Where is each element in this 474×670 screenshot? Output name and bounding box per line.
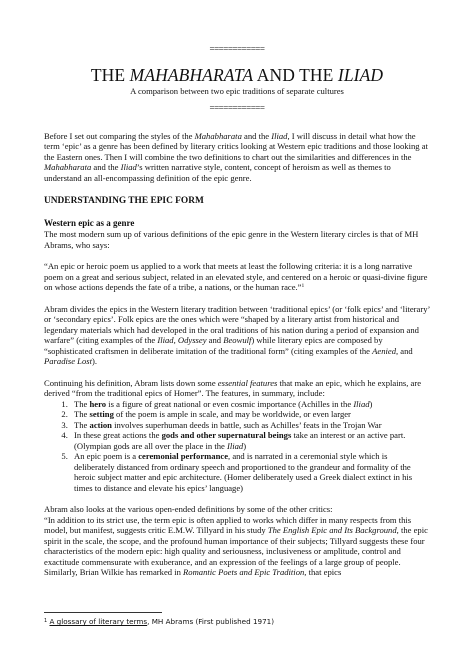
text-run-italic: Iliad xyxy=(353,398,370,409)
title-part: AND THE xyxy=(253,65,338,85)
text-run-italic: Mahabharata xyxy=(194,130,242,141)
bottom-divider: ============ xyxy=(209,102,265,113)
quote-text: “An epic or heroic poem us applied to a work that meets at least the following criteria: it is a long narrative poem on a great and serious subject, related in an elevated style, and centered on a heroic or quasi-divine figure on whose actions depends the fate of a tribe, a nations, or the human race.” xyxy=(44,261,428,292)
page-subtitle: A comparison between two epic traditions of separate cultures xyxy=(130,86,344,96)
footnote-reference[interactable]: 1 xyxy=(301,283,305,289)
text-run: , and is narrated in a ceremonial style which is deliberately distanced from ordinary speech and proportioned to the grandeur and formality of the heroic subject matter and epic architecture. (Homer deliberately used a Greek dialect extinct in his times to distance and elevate his epics’ language) xyxy=(74,451,413,493)
text-run: ) xyxy=(243,440,247,451)
footnote-number: 1 xyxy=(44,618,48,624)
paragraph: The most modern sum up of various definitions of the epic genre in the Western literary circles is that of MH Abrams, who says: xyxy=(44,229,419,250)
page-title xyxy=(44,65,430,85)
quote-paragraph xyxy=(44,515,430,578)
quote-paragraph xyxy=(44,261,430,293)
text-run: In these great actions the xyxy=(74,430,162,440)
text-run: and xyxy=(206,335,224,345)
paragraph: Abram also looks at the various open-ended definitions by some of the other critics: xyxy=(44,504,333,514)
text-run-italic: Iliad xyxy=(120,162,137,172)
list-item xyxy=(70,430,430,451)
list-item xyxy=(70,451,430,493)
text-run: , I will discuss in detail what how the term ‘epic’ as a genre has been defined by literary critics looking at Western epic traditions and those looking at the Eastern ones. Then I will combine the two definitions to chart out the similarities and differences in the xyxy=(44,130,428,162)
text-run-bold: action xyxy=(89,419,112,430)
text-run: take an interest or an active part. (Olympian gods are all over the place in the xyxy=(74,430,406,451)
footnote-text: , MH Abrams (First published 1971) xyxy=(147,617,275,626)
title-part: THE xyxy=(90,65,130,85)
text-run: and the xyxy=(241,130,272,141)
text-run-bold: gods and other supernatural beings xyxy=(161,430,292,440)
list-item xyxy=(70,399,430,410)
text-run: An epic poem is a xyxy=(74,451,139,461)
text-run: ’s written narrative style, content, concept of heroism as well as themes to understand an all-encompassing definition of the epic genre. xyxy=(44,162,391,183)
text-run-italic: Aenied xyxy=(372,345,396,356)
text-run-italic: Iliad xyxy=(271,130,288,141)
text-run: Before I set out comparing the styles of the xyxy=(44,130,195,141)
footnote-link[interactable]: A glossary of literary terms xyxy=(49,617,148,626)
text-run-italic: The English Epic and Its Background xyxy=(267,525,397,535)
text-run-italic: Romantic Poets and Epic Tradition xyxy=(183,567,305,577)
text-run: , and xyxy=(396,345,413,356)
text-run-italic: essential features xyxy=(217,377,278,388)
top-divider: ============ xyxy=(209,44,265,54)
text-run: ) while literary epics are composed by “sophisticated craftsmen in deliberate imitation of the traditional form” (citing examples of the xyxy=(44,335,383,356)
text-run: ). xyxy=(92,356,98,366)
text-run: , that epics xyxy=(304,567,342,577)
list-item xyxy=(70,409,430,420)
text-run-italic: Paradise Lost xyxy=(44,356,92,366)
text-run: is a figure of great national or even cosmic importance (Achilles in the xyxy=(106,398,354,409)
paragraph xyxy=(44,378,430,399)
footnote xyxy=(44,617,274,626)
text-run-italic: Mahabharata xyxy=(44,162,92,172)
text-run: and the xyxy=(91,162,121,172)
text-run: involves superhuman deeds in battle, such as Achilles’ feats in the Trojan War xyxy=(111,419,382,430)
text-run: , the epic spirit in the scale, the scope, and the profound human importance of their subjects; Tillyard suggests these four characteristics of the modern epic: high quality and seriousness, inclusiveness or amplitude, control and exactitude commensurate with exuberance, and an expression of the feelings of a large group of people. Similarly, Brian Wilkie has remarked in xyxy=(44,525,428,577)
text-run: The xyxy=(74,409,90,419)
text-run-bold: hero xyxy=(89,398,107,409)
features-list xyxy=(44,399,430,494)
section-heading: UNDERSTANDING THE EPIC FORM xyxy=(44,196,204,206)
text-run: The xyxy=(74,398,90,409)
text-run-italic: Beowulf xyxy=(223,335,252,345)
title-mahabharata: MAHABHARATA xyxy=(129,65,254,85)
text-run: of the poem is ample in scale, and may be worldwide, or even larger xyxy=(113,409,351,419)
text-run: Continuing his definition, Abram lists down some xyxy=(44,377,218,388)
title-iliad: ILIAD xyxy=(337,65,384,85)
text-run: ) xyxy=(369,398,373,409)
text-run-bold: setting xyxy=(89,409,114,419)
text-run: “In addition to its strict use, the term epic is often applied to works which differ in many respects from this model, but manifest, suggests critic E.M.W. Tillyard in his study xyxy=(44,514,412,535)
subsection-heading: Western epic as a genre xyxy=(44,218,135,228)
paragraph xyxy=(44,304,430,367)
text-run-italic: Iliad, Odyssey xyxy=(157,335,207,345)
text-run-bold: ceremonial performance xyxy=(138,451,229,461)
footnote-separator xyxy=(44,612,162,613)
list-item xyxy=(70,420,430,431)
text-run: that make an epic, which he explains, are derived “from the traditional epics of Homer”. The features, in summary, include: xyxy=(44,377,422,398)
text-run-italic: Iliad xyxy=(226,440,244,451)
text-run: The xyxy=(74,419,90,430)
intro-paragraph xyxy=(44,131,430,184)
text-run: Abram divides the epics in the Western literary tradition between ‘traditional epics’ (or ‘folk epics’ and ‘literary’ or ‘secondary epics’. Folk epics are the ones which were “shaped by a literary artist from historical and legendary materials which had developed in the oral traditions of his nation during a period of expansion and warfare” (citing examples of the xyxy=(44,303,430,345)
